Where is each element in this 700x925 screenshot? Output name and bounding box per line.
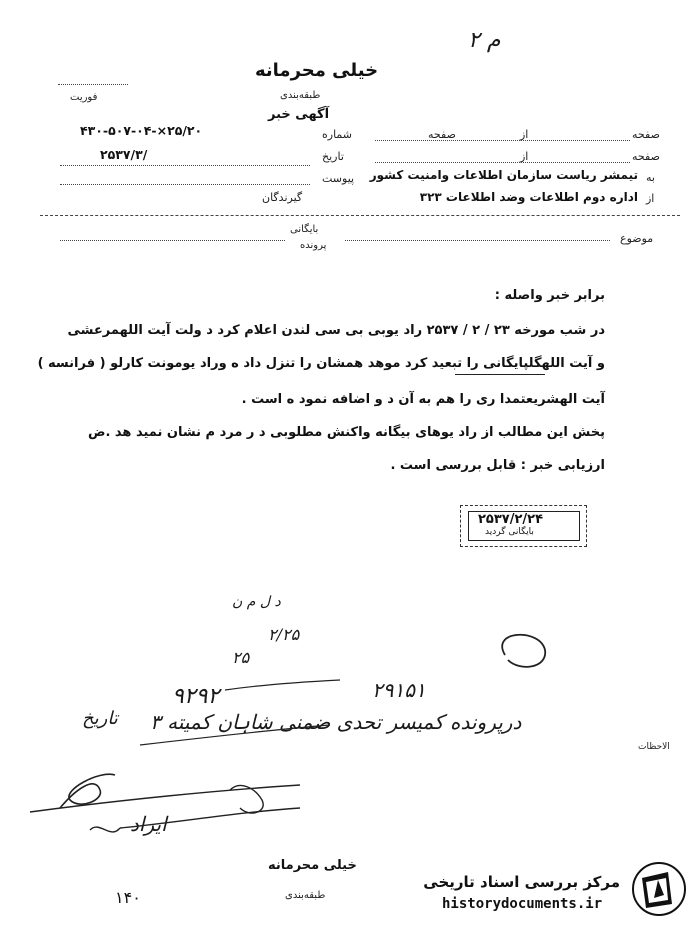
file-label: پرونده	[300, 240, 327, 251]
stamp-label: بایگانی گردید	[485, 527, 534, 537]
body-line-3: آیت الهشریعتمدا ری را هم به آن د و اضافه نمود ه است .	[241, 392, 605, 407]
footer-page-number: ۱۴۰	[115, 888, 141, 907]
stamp-date: ۲۵۳۷/۲/۲۴	[478, 512, 544, 527]
handwritten-note-1: د ل م ن	[232, 594, 281, 610]
to-label: به	[646, 171, 655, 184]
corner-handwritten-note: ۲ م	[468, 28, 501, 53]
footer-classification: خیلی محرمانه	[268, 858, 357, 873]
body-line-4: پخش این مطالب از راد یوهای بیگانه واکنش مطلوبی د ر مرد م نشان نمید هد .ض	[87, 425, 605, 440]
handwritten-note-8: ایراد	[130, 812, 167, 836]
number-value: ۴۳۰-۵۰۷-۰۴-×۲۵/۲۰	[80, 123, 203, 138]
to-line: تیمشر ریاست سازمان اطلاعات وامنیت کشور	[369, 168, 638, 182]
page-label-1b: صفحه	[428, 128, 456, 141]
handwritten-note-2: ۲/۲۵	[268, 625, 300, 644]
page-label-2: صفحه	[632, 150, 660, 163]
page-label-1: صفحه	[632, 128, 660, 141]
watermark-org-name: مرکز بررسی اسناد تاریخی	[423, 873, 620, 891]
handwritten-note-4: ۹۲۹۲	[172, 684, 220, 709]
number-label: شماره	[322, 128, 353, 141]
body-line-1: در شب مورخه ۲۳ / ۲ / ۲۵۳۷ راد یوبی بی سی لندن اعلام کرد د ولت آیت اللهمرعشی	[67, 323, 605, 338]
handwritten-note-5: ۲۹۱۵۱	[372, 678, 426, 702]
footer-classification-label: طبقه‌بندی	[285, 890, 326, 901]
form-title: آگهی خبر	[268, 107, 330, 122]
attachment-label: پیوست	[322, 172, 355, 185]
date-value: ۲۵۳۷/۳/	[100, 147, 148, 162]
attachments-label: الاحظات	[638, 742, 670, 752]
body-line-2: و آیت اللهگلپایگانی را تبعید کرد موهد همشان را تنزل داد ه وراد یومونت کارلو ( فرانسه )	[37, 356, 605, 371]
classification-title: خیلی محرمانه	[255, 60, 379, 81]
from-label-3: از	[646, 192, 655, 205]
body-line-5: ارزیابی خبر : قابل بررسی است .	[390, 458, 605, 473]
handwritten-note-6: درپرونده کمیسر تحدی ضمنی شاہان کمیته ۳	[150, 710, 522, 734]
from-line: اداره دوم اطلاعات وضد اطلاعات ۳۲۳	[419, 190, 638, 204]
body-opening: برابر خبر واصله :	[494, 288, 605, 303]
handwritten-note-7: تاریخ	[82, 708, 118, 729]
from-label-2: از	[520, 150, 529, 163]
keeper-label: بایگانی	[290, 224, 319, 235]
priority-label: فوریت	[70, 92, 98, 103]
handwritten-note-3: ۲۵	[232, 648, 250, 667]
recipients-label: گیرندگان	[262, 191, 303, 204]
archive-logo-icon	[628, 860, 690, 918]
date-label: تاریخ	[322, 150, 344, 163]
watermark-url: historydocuments.ir	[442, 896, 603, 912]
from-label-1: از	[520, 128, 529, 141]
subject-label: موضوع	[620, 232, 654, 245]
classification-label: طبقه‌بندی	[280, 90, 321, 101]
